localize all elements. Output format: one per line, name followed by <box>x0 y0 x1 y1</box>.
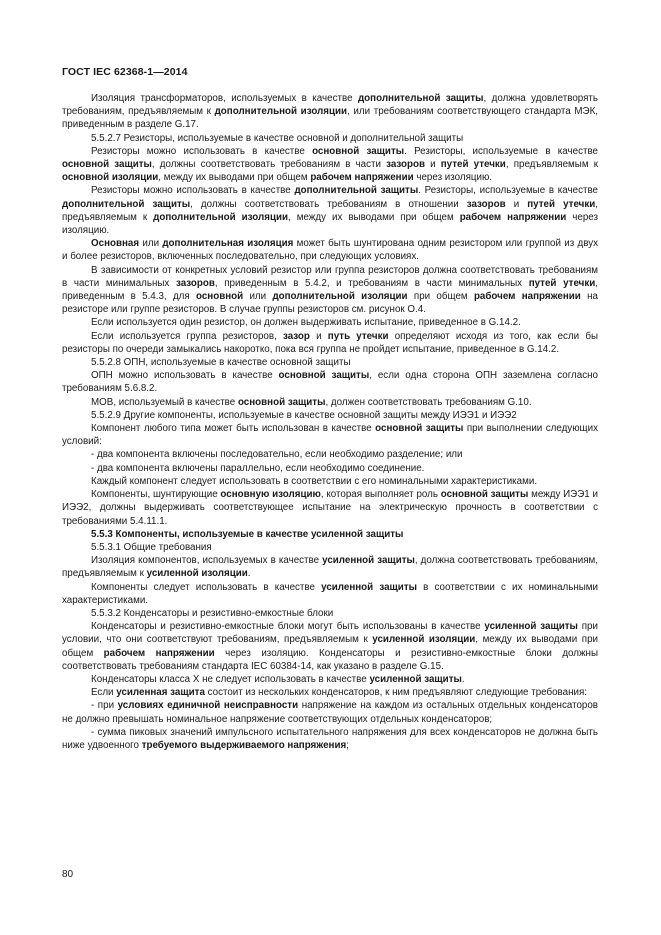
document-body <box>62 92 598 752</box>
paragraph <box>62 396 598 409</box>
bold-term: основной защиты <box>440 489 529 501</box>
paragraph <box>62 686 598 699</box>
paragraph <box>62 475 598 488</box>
bold-term: усиленной защиты <box>484 621 578 633</box>
text-run: 5.5.2.9 Другие компоненты, используемые в качестве основной защиты между ИЭЭ1 и ИЭЭ2 <box>91 409 517 421</box>
document-header-title: ГОСТ IEC 62368-1—2014 <box>62 66 188 78</box>
text-run: при условии, что они соответствуют требованиям, предъявляемым к <box>62 621 598 646</box>
paragraph <box>62 330 598 356</box>
text-run: - сумма пиковых значений импульсного испытательного напряжения для всех конденсаторов не должна быть ниже удвоенного <box>62 726 598 751</box>
text-run: или <box>139 238 163 250</box>
text-run: через изоляцию. <box>413 172 493 184</box>
bold-term: основной защиты <box>375 423 464 435</box>
list-item <box>62 699 598 725</box>
text-run: 5.5.3.2 Конденсаторы и резистивно-емкостные блоки <box>91 607 334 619</box>
text-run: Конденсаторы и резистивно-емкостные блоки могут быть использованы в качестве <box>91 621 485 633</box>
bold-term: требуемого выдерживаемого напряжения <box>141 739 347 751</box>
bold-term: основной защиты <box>278 370 370 382</box>
bold-term: путей утечки <box>528 277 596 289</box>
bold-term: зазор <box>283 330 310 342</box>
text-run: может быть шунтирована одним резистором или группой из двух и более резисторов, включенных последовательно, при следующих условиях. <box>62 238 598 263</box>
text-run: между ИЭЭ1 и ИЭЭ2, должны выдерживать соответствующее испытание на электрическую прочность в соответствии с требованиями 5.4.11.1. <box>62 489 598 527</box>
text-run: . Резисторы, используемые в качестве <box>418 185 599 197</box>
text-run: , если одна сторона ОПН заземлена согласно требованиям 5.6.8.2. <box>62 370 598 395</box>
text-run: Компонент любого типа может быть использован в качестве <box>91 423 376 435</box>
text-run: Компоненты следует использовать в качестве <box>91 581 322 593</box>
bold-term: дополнительной защиты <box>294 185 419 197</box>
bold-term: рабочем напряжении <box>459 211 567 223</box>
bold-term: дополнительной защиты <box>357 93 484 104</box>
bold-term: 5.5.3 Компоненты, используемые в качестве усиленной защиты <box>91 528 404 540</box>
paragraph <box>62 264 598 317</box>
text-run: в соответствии с их номинальными характеристиками. <box>62 581 598 606</box>
bold-term: основной защиты <box>237 396 326 408</box>
text-run: Изоляция компонентов, используемых в качестве <box>91 555 323 567</box>
list-item <box>62 462 598 475</box>
paragraph <box>62 607 598 620</box>
paragraph <box>62 132 598 145</box>
text-run: , между их выводами при общем <box>62 634 598 659</box>
text-run: или <box>243 291 273 303</box>
text-run: Компоненты, шунтирующие <box>91 489 221 501</box>
text-run: . <box>461 673 465 685</box>
text-run: , предъявляемым к <box>505 159 598 171</box>
bold-term: основной <box>196 291 244 303</box>
text-run: 5.5.2.7 Резисторы, используемые в качестве основной и дополнительной защиты <box>91 132 464 144</box>
text-run: МОВ, используемый в качестве <box>91 396 238 408</box>
text-run: Резисторы можно использовать в качестве <box>91 145 313 157</box>
text-run: при общем <box>407 291 474 303</box>
paragraph <box>62 554 598 580</box>
bold-term: усиленной изоляции <box>372 634 476 646</box>
text-run: , между их выводами при общем <box>288 211 460 223</box>
bold-term: усиленной защиты <box>322 555 415 567</box>
paragraph <box>62 581 598 607</box>
bold-term: путь утечки <box>327 330 389 342</box>
bold-term: основной защиты <box>312 145 405 157</box>
paragraph <box>62 541 598 554</box>
text-run: , должны соответствовать требованиям в части <box>151 159 387 171</box>
bold-term: путей утечки <box>527 198 596 210</box>
text-run: Если используется один резистор, он должен выдерживать испытание, приведенное в G.14.2. <box>91 317 521 329</box>
paragraph <box>62 409 598 422</box>
text-run: , предъявляемым к <box>62 198 598 223</box>
text-run: , приведенным в 5.4.3, для <box>62 277 598 303</box>
text-run: через изоляцию. <box>62 211 598 237</box>
text-run: Резисторы можно использовать в качестве <box>91 185 295 197</box>
paragraph <box>62 673 598 686</box>
paragraph <box>62 369 598 395</box>
bold-term: дополнительной изоляции <box>153 211 289 223</box>
text-run: , которая выполняет роль <box>320 489 441 501</box>
paragraph <box>62 316 598 329</box>
text-run: В зависимости от конкретных условий резистор или группа резисторов должна соответствовать требованиям в части минимальных <box>62 264 598 289</box>
text-run: Каждый компонент следует использовать в соответствии с его номинальными характеристиками. <box>91 475 538 487</box>
text-run: и <box>425 159 441 171</box>
text-run: . <box>247 568 251 580</box>
text-run: . Резисторы, используемые в качестве <box>404 145 598 157</box>
text-run: , или требованиям соответствующего стандарта МЭК, приведенным в разделе G.17. <box>62 106 599 131</box>
text-run: через изоляцию. Конденсаторы и резистивно-емкостные блоки должны соответствовать требованиям стандарта IEC 60384-14, как указано в разделе G.15. <box>62 647 598 672</box>
bold-term: дополнительной изоляции <box>214 106 348 118</box>
text-run: , между их выводами при общем <box>158 172 311 184</box>
text-run: ОПН можно использовать в качестве <box>91 370 279 382</box>
text-run: , должны соответствовать требованиям в отношении <box>190 198 467 210</box>
bold-term: дополнительной защиты <box>62 198 191 210</box>
page-number: 80 <box>62 869 74 880</box>
bold-term: дополнительная изоляция <box>162 238 294 250</box>
bold-term: усиленной защиты <box>321 581 417 593</box>
bold-term: условиях единичной неисправности <box>117 700 299 712</box>
text-run: , должна удовлетворять требованиям, предъявляемым к <box>62 93 598 118</box>
text-run: Если используется группа резисторов, <box>91 330 283 342</box>
text-run: , должен соответствовать требованиям G.10. <box>325 396 532 408</box>
text-run: 5.5.3.1 Общие требования <box>91 541 212 553</box>
bold-term: рабочем напряжении <box>310 172 414 184</box>
bold-term: основной защиты <box>62 159 152 171</box>
text-run: Если <box>91 687 117 699</box>
text-run: 5.5.2.8 ОПН, используемые в качестве основной защиты <box>91 357 351 369</box>
bold-term: зазоров <box>466 198 506 210</box>
paragraph <box>62 356 598 369</box>
bold-term: путей утечки <box>440 159 506 171</box>
bold-term: зазоров <box>175 277 215 289</box>
bold-term: усиленной изоляции <box>146 568 248 580</box>
text-run: определяют исходя из того, как если бы резисторы по очереди замыкались накоротко, пока вся группа не пройдет испытание, приведенное в G.14.2. <box>62 330 598 355</box>
text-run: и <box>309 330 328 342</box>
bold-term: усиленная защита <box>116 687 205 699</box>
text-run: - при <box>91 700 118 712</box>
bold-term: основную изоляцию <box>220 489 321 501</box>
text-run: состоит из нескольких конденсаторов, к ним предъявляют следующие требования: <box>204 687 588 699</box>
bold-term: рабочем напряжении <box>103 647 215 659</box>
text-run: , должна соответствовать требованиям, предъявляемым к <box>62 555 598 580</box>
text-run: Изоляция трансформаторов, используемых в качестве <box>91 93 358 104</box>
list-item <box>62 726 598 752</box>
bold-term: дополнительной изоляции <box>272 291 408 303</box>
paragraph <box>62 620 598 673</box>
text-run: Конденсаторы класса X не следует использовать в качестве <box>91 673 370 685</box>
paragraph <box>62 184 598 237</box>
text-run: , приведенным в 5.4.2, и требованиям в части минимальных <box>214 277 529 289</box>
paragraph <box>62 488 598 528</box>
paragraph <box>62 528 598 541</box>
bold-term: зазоров <box>386 159 426 171</box>
text-run: - два компонента включены параллельно, если необходимо соединение. <box>91 462 425 474</box>
text-run: и <box>505 198 528 210</box>
list-item <box>62 448 598 461</box>
paragraph <box>62 145 598 185</box>
paragraph <box>62 422 598 448</box>
paragraph <box>62 92 598 132</box>
text-run: на резисторе или группе резисторов. В случае группы резисторов см. рисунок О.4. <box>62 291 598 316</box>
bold-term: Основная <box>91 238 140 250</box>
text-run: напряжение на каждом из остальных отдельных конденсаторов не должно превышать номинальное напряжение соответствующих отдельных конденсаторов; <box>62 700 598 725</box>
text-run: при выполнении следующих условий: <box>62 423 598 448</box>
bold-term: основной изоляции <box>62 172 159 184</box>
paragraph <box>62 237 598 263</box>
text-run: ; <box>346 739 349 751</box>
text-run: - два компонента включены последовательно, если необходимо разделение; или <box>91 449 463 461</box>
bold-term: усиленной защиты <box>369 673 462 685</box>
bold-term: рабочем напряжении <box>473 291 581 303</box>
